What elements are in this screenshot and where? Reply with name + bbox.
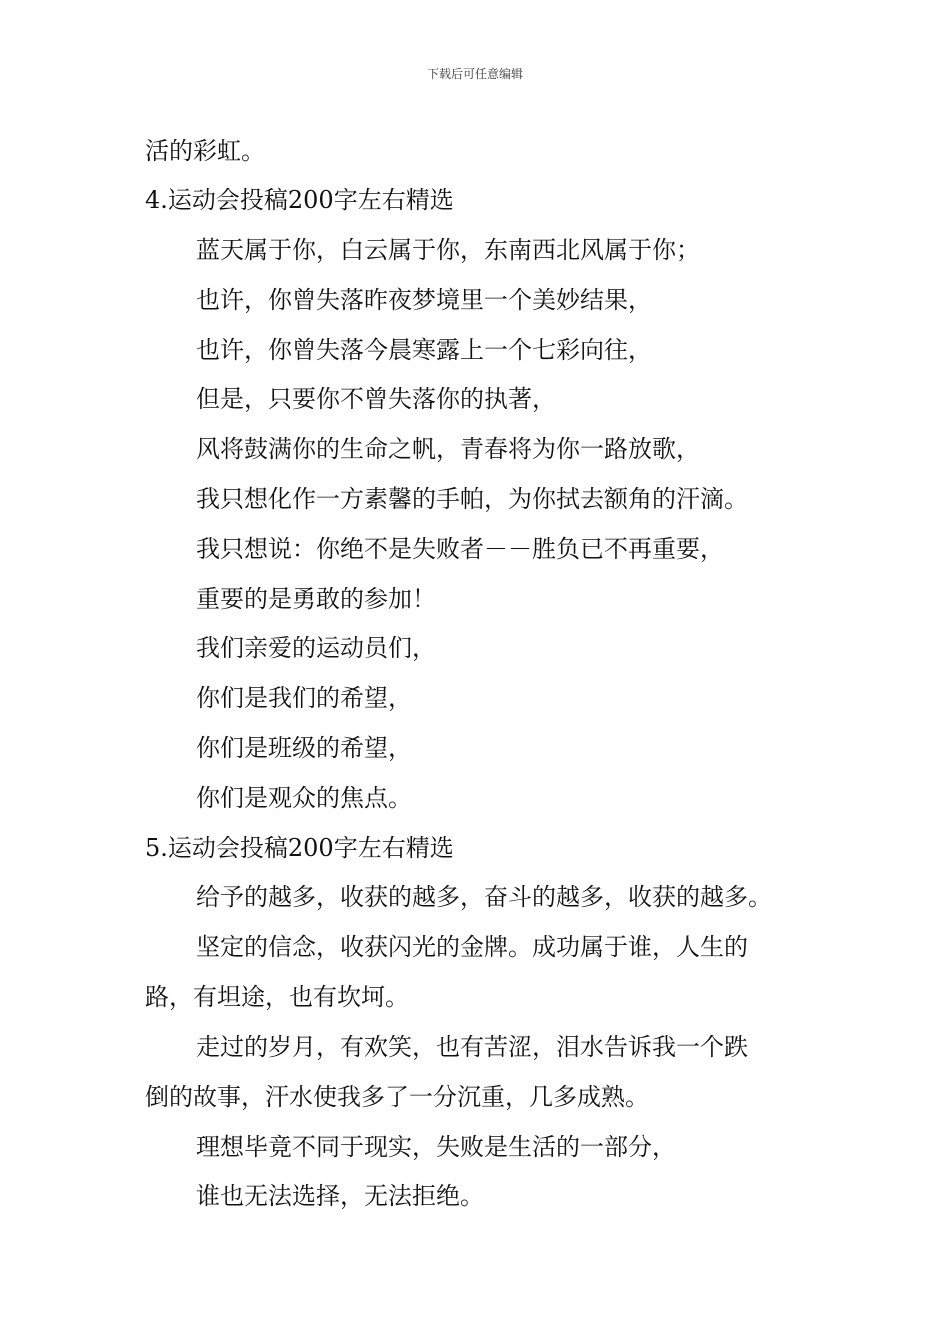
page-header: 下载后可任意编辑 [426, 67, 523, 81]
text-line: 走过的岁月，有欢笑，也有苦涩，泪水告诉我一个跌 [196, 1033, 748, 1061]
text-line: 谁也无法选择，无法拒绝。 [196, 1182, 484, 1210]
text-line: 你们是班级的希望， [196, 734, 412, 762]
text-line: 给予的越多，收获的越多，奋斗的越多，收获的越多。 [196, 883, 772, 911]
text-line: 风将鼓满你的生命之帆，青春将为你一路放歌， [196, 435, 700, 463]
text-line: 也许，你曾失落今晨寒露上一个七彩向往， [196, 336, 652, 364]
text-line: 也许，你曾失落昨夜梦境里一个美妙结果， [196, 286, 652, 314]
text-line: 我只想说：你绝不是失败者－－胜负已不再重要， [196, 535, 724, 563]
text-line: 活的彩虹。 [145, 137, 265, 165]
text-line: 路，有坦途，也有坎坷。 [145, 983, 409, 1011]
text-line: 重要的是勇敢的参加！ [196, 585, 436, 613]
text-line: 倒的故事，汗水使我多了一分沉重，几多成熟。 [145, 1083, 649, 1111]
text-line: 理想毕竟不同于现实，失败是生活的一部分， [196, 1133, 676, 1161]
section-heading-5: 5.运动会投稿200字左右精选 [145, 834, 454, 862]
text-line: 我只想化作一方素馨的手帕，为你拭去额角的汗滴。 [196, 485, 748, 513]
text-line: 你们是观众的焦点。 [196, 784, 412, 812]
text-line: 我们亲爱的运动员们， [196, 634, 436, 662]
text-line: 你们是我们的希望， [196, 684, 412, 712]
text-line: 蓝天属于你，白云属于你，东南西北风属于你； [196, 236, 700, 264]
section-heading-4: 4.运动会投稿200字左右精选 [145, 186, 454, 214]
text-line: 但是，只要你不曾失落你的执著， [196, 385, 556, 413]
text-line: 坚定的信念，收获闪光的金牌。成功属于谁，人生的 [196, 933, 748, 961]
